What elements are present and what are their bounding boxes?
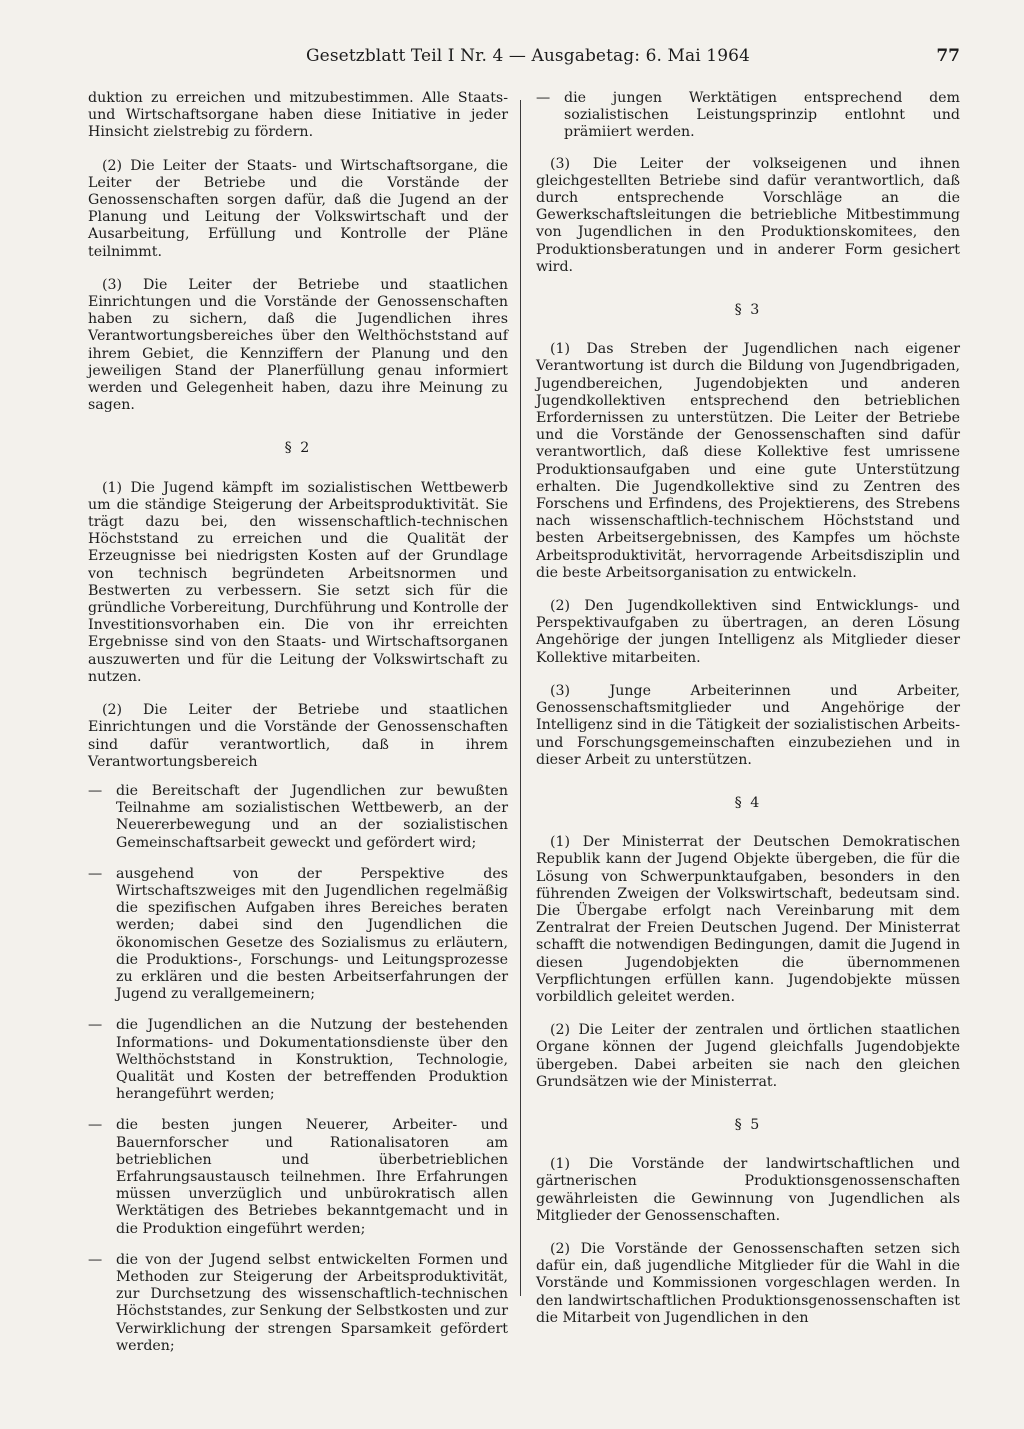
paragraph-5-2: (2) Die Vorstände der Genossenschaften setzen sich dafür ein, daß jugendliche Mitglieder für die Wahl in die Vorstände und Kommissionen vorgeschlagen werden. In den landwirtschaftlichen Produktionsgenossenschaften ist die Mitarbeit von Jugendlichen in den xyxy=(536,1240,960,1326)
paragraph-2-2: (2) Die Leiter der Betriebe und staatlichen Einrichtungen und die Vorstände der Genossenschaften sind dafür verantwortlich, daß in ihrem Verantwortungsbereich xyxy=(88,702,508,770)
paragraph-1-3: (3) Die Leiter der Betriebe und staatlichen Einrichtungen und die Vorstände der Genossenschaften haben zu sichern, daß die Jugendlichen ihres Verantwortungsbereiches über den Welthöchststand auf ihrem Gebiet, die Kennziffern der Planung und den jeweiligen Stand der Planerfüllung genau informiert werden und Gelegenheit haben, dazu ihre Meinung zu sagen. xyxy=(88,276,508,414)
gazette-title: Gesetzblatt Teil I Nr. 4 — Ausgabetag: 6. Mai 1964 xyxy=(306,46,750,66)
dash-list xyxy=(88,783,508,1355)
list-item: — ausgehend von der Perspektive des Wirtschaftszweiges mit den Jugendlichen regelmäßig die spezifischen Aufgaben ihres Bereiches beraten werden; dabei sind den Jugendlichen die ökonomischen Gesetze des Sozialismus zu erläutern, die Produktions-, Forschungs- und Leitungsprozesse zu erklären und die besten Arbeitserfahrungen der Jugend zu verallgemeinern; xyxy=(88,866,508,1004)
paragraph-4-1: (1) Der Ministerrat der Deutschen Demokratischen Republik kann der Jugend Objekte übergeben, die für die Lösung von Schwerpunktaufgaben, besonders in den führenden Zweigen der Volkswirtschaft, bedeutsam sind. Die Übergabe erfolgt nach Vereinbarung mit dem Zentralrat der Freien Deutschen Jugend. Der Ministerrat schafft die notwendigen Bedingungen, damit die Jugend in diesen Jugendobjekten die übernommenen Verpflichtungen erfüllen kann. Jugendobjekte müssen vorbildlich geleitet werden. xyxy=(536,834,960,1005)
paragraph-2-1: (1) Die Jugend kämpft im sozialistischen Wettbewerb um die ständige Steigerung der Arbeitsproduktivität. Sie trägt dazu bei, den wissenschaftlich-technischen Höchststand zu erreichen und die Qualität der Erzeugnisse bei niedrigsten Kosten auf der Grundlage von technisch begründeten Arbeitsnormen und Bestwerten zu verbessern. Sie setzt sich für die gründliche Vorbereitung, Durchführung und Kontrolle der Investitionsvorhaben ein. Die von ihr erreichten Ergebnisse sind von den Staats- und Wirtschaftsorganen auszuwerten und für die Leitung der Volkswirtschaft zu nutzen. xyxy=(88,479,508,685)
list-item: — die Jugendlichen an die Nutzung der bestehenden Informations- und Dokumentationsdienste über den Welthöchststand in Konstruktion, Technologie, Qualität und Kosten der betreffenden Produktion herangeführt werden; xyxy=(88,1017,508,1103)
paragraph-3-1: (1) Das Streben der Jugendlichen nach eigener Verantwortung ist durch die Bildung von Jugendbrigaden, Jugendbereichen, Jugendobjekten und anderen Jugendkollektiven entsprechend den betrieblichen Erfordernissen zu unterstützen. Die Leiter der Betriebe und die Vorstände der Genossenschaften sind dafür verantwortlich, daß diese Kollektive fest umrissene Produktionsaufgaben und eine gute Unterstützung erhalten. Die Jugendkollektive sind zu Zentren des Forschens und Erfindens, des Projektierens, des Strebens nach wissenschaftlich-technischem Höchststand und besten Arbeitsergebnissen, des Kampfes um höchste Arbeitsproduktivität, hervorragende Arbeitsdisziplin und die beste Arbeitsorganisation zu entwickeln. xyxy=(536,341,960,581)
column-divider xyxy=(520,100,521,1296)
page-number: 77 xyxy=(936,46,960,66)
section-heading-4: § 4 xyxy=(734,794,762,811)
left-column xyxy=(88,90,508,1369)
list-item: — die Bereitschaft der Jugendlichen zur bewußten Teilnahme am sozialistischen Wettbewerb, an der Neuererbewegung und an der sozialistischen Gemeinschaftsarbeit geweckt und gefördert wird; xyxy=(88,783,508,852)
paragraph-3-2: (2) Den Jugendkollektiven sind Entwicklungs- und Perspektivaufgaben zu übertragen, an deren Lösung Angehörige der jungen Intelligenz als Mitglieder dieser Kollektive mitarbeiten. xyxy=(536,598,960,666)
paragraph-5-1: (1) Die Vorstände der landwirtschaftlichen und gärtnerischen Produktionsgenossenschaften gewährleisten die Gewinnung von Jugendlichen als Mitglieder der Genossenschaften. xyxy=(536,1156,960,1224)
paragraph-continuation: duktion zu erreichen und mitzubestimmen. Alle Staats- und Wirtschaftsorgane haben diese Initiative in jeder Hinsicht zielstrebig zu fördern. xyxy=(88,90,508,141)
dash-list-continued xyxy=(536,90,960,142)
right-column xyxy=(536,90,960,1343)
paragraph-4-2: (2) Die Leiter der zentralen und örtlichen staatlichen Organe können der Jugend gleichfalls Jugendobjekte übergeben. Dabei arbeiten sie nach den gleichen Grundsätzen wie der Ministerrat. xyxy=(536,1022,960,1090)
page-header xyxy=(88,46,960,90)
text-columns xyxy=(88,90,960,1369)
section-heading-2: § 2 xyxy=(284,440,312,457)
list-item: — die besten jungen Neuerer, Arbeiter- und Bauernforscher und Rationalisatoren am betrieblichen und überbetrieblichen Erfahrungsaustausch teilnehmen. Ihre Erfahrungen müssen unverzüglich und unbürokratisch allen Werktätigen des Betriebes bekanntgemacht und in die Produktion eingeführt werden; xyxy=(88,1117,508,1237)
section-heading-5: § 5 xyxy=(734,1116,762,1133)
paragraph-2-3: (3) Die Leiter der volkseigenen und ihnen gleichgestellten Betriebe sind dafür verantwortlich, daß durch entsprechende Vorschläge an die Gewerkschaftsleitungen die betriebliche Mitbestimmung von Jugendlichen in den Produktionskomitees, den Produktionsberatungen und in anderer Form gesichert wird. xyxy=(536,155,960,275)
section-heading-3: § 3 xyxy=(734,302,762,319)
paragraph-3-3: (3) Junge Arbeiterinnen und Arbeiter, Genossenschaftsmitglieder und Angehörige der Intelligenz sind in die Tätigkeit der sozialistischen Arbeits- und Forschungsgemeinschaften einzubeziehen und in dieser Arbeit zu unterstützen. xyxy=(536,682,960,768)
paragraph-1-2: (2) Die Leiter der Staats- und Wirtschaftsorgane, die Leiter der Betriebe und die Vorstände der Genossenschaften sorgen dafür, daß die Jugend an der Planung und Leitung der Volkswirtschaft und der Ausarbeitung, Erfüllung und Kontrolle der Pläne teilnimmt. xyxy=(88,157,508,260)
list-item: — die jungen Werktätigen entsprechend dem sozialistischen Leistungsprinzip entlohnt und prämiiert werden. xyxy=(536,90,960,142)
list-item: — die von der Jugend selbst entwickelten Formen und Methoden zur Steigerung der Arbeitsproduktivität, zur Durchsetzung des wissenschaftlich-technischen Höchststandes, zur Senkung der Selbstkosten und zur Verwirklichung der strengen Sparsamkeit gefördert werden; xyxy=(88,1252,508,1355)
